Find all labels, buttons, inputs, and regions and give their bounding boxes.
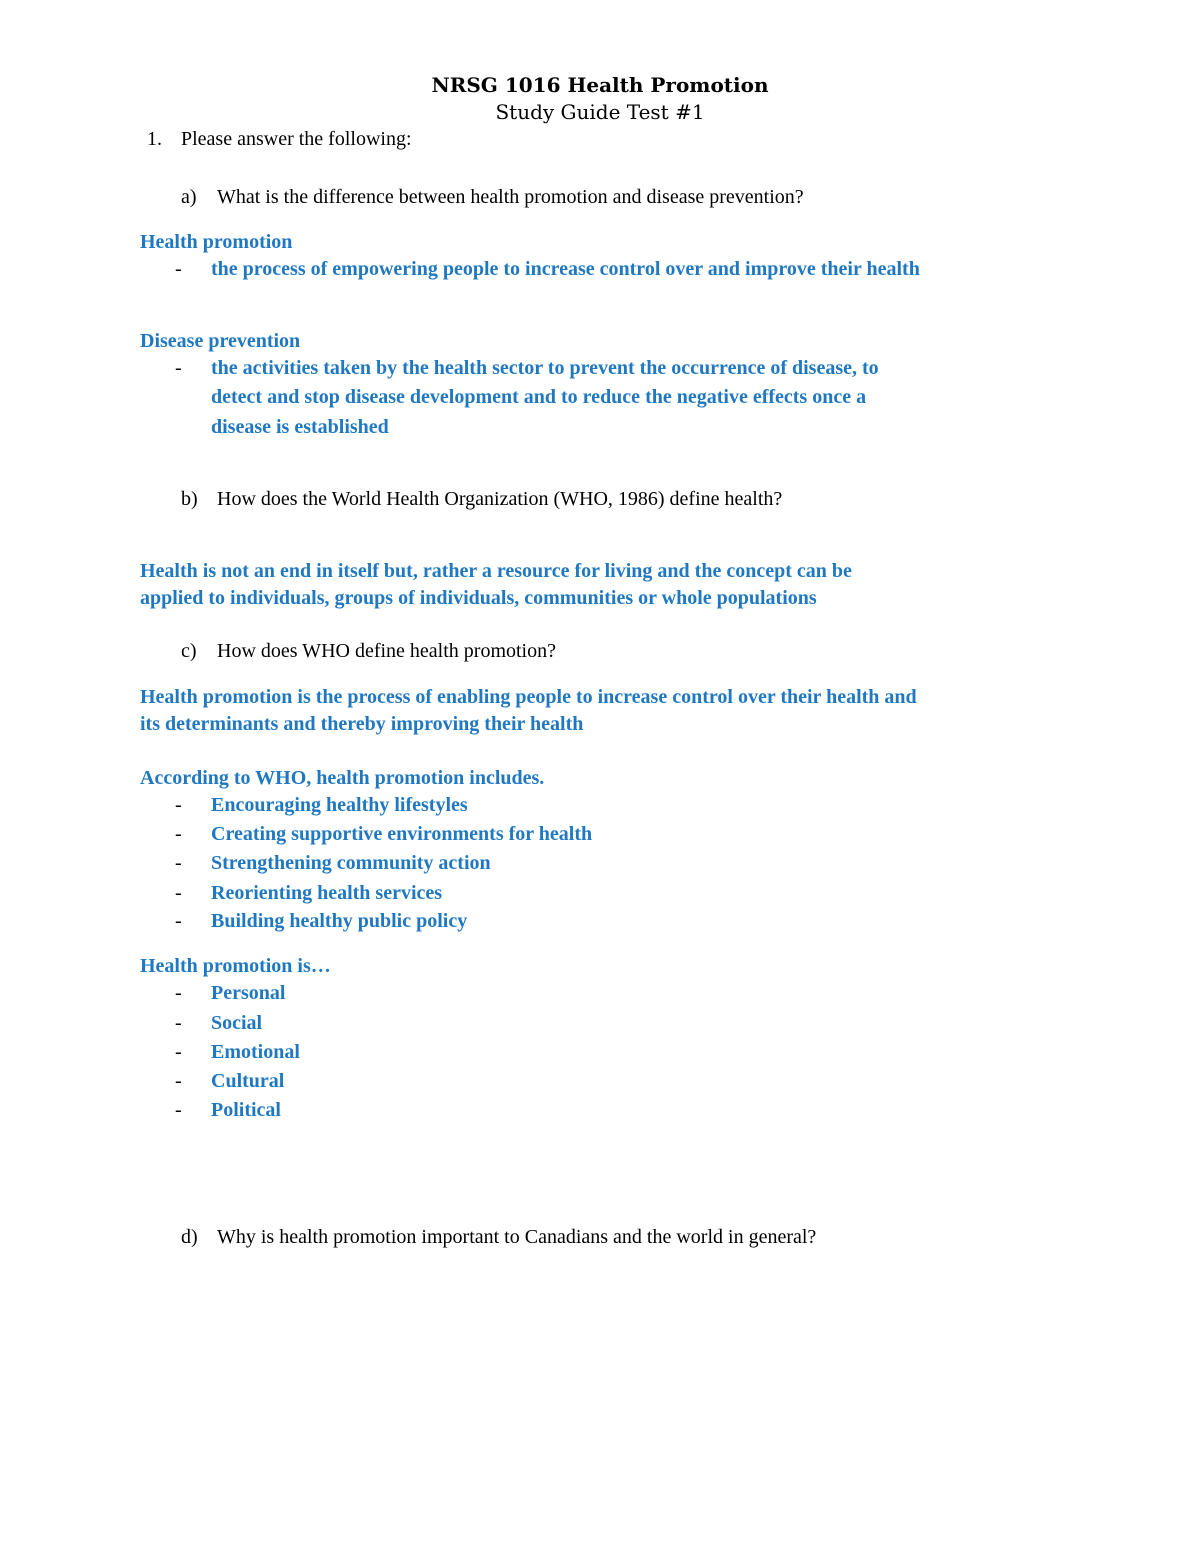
health-promotion-is-item: Personal — [211, 982, 286, 1004]
bullet-dash: - — [175, 794, 182, 816]
bullet-dash: - — [175, 1099, 182, 1121]
bullet-dash: - — [175, 1012, 182, 1034]
health-promotion-heading: Health promotion — [140, 231, 293, 253]
question-d-marker: d) — [181, 1226, 198, 1248]
includes-item: Reorienting health services — [211, 882, 443, 904]
disease-prevention-definition-line-1: the activities taken by the health sector to prevent the occurrence of disease, to — [211, 357, 879, 379]
bullet-dash: - — [175, 258, 182, 280]
bullet-dash: - — [175, 882, 182, 904]
question-c-marker: c) — [181, 640, 197, 662]
bullet-dash: - — [175, 1041, 182, 1063]
question-b-text: How does the World Health Organization (WHO, 1986) define health? — [217, 488, 783, 510]
question-d-text: Why is health promotion important to Canadians and the world in general? — [217, 1226, 817, 1248]
question-1-text: Please answer the following: — [181, 128, 412, 150]
bullet-dash: - — [175, 852, 182, 874]
question-1-number: 1. — [147, 128, 162, 150]
bullet-dash: - — [175, 357, 182, 379]
bullet-dash: - — [175, 982, 182, 1004]
who-health-promotion-definition-line-1: Health promotion is the process of enabling people to increase control over their health and — [140, 686, 917, 708]
document-subtitle: Study Guide Test #1 — [495, 100, 705, 124]
question-b-marker: b) — [181, 488, 198, 510]
health-promotion-is-heading: Health promotion is… — [140, 955, 331, 977]
bullet-dash: - — [175, 910, 182, 932]
includes-item: Creating supportive environments for health — [211, 823, 593, 845]
bullet-dash: - — [175, 823, 182, 845]
health-promotion-is-item: Cultural — [211, 1070, 285, 1092]
health-promotion-is-item: Social — [211, 1012, 263, 1034]
health-promotion-is-item: Emotional — [211, 1041, 300, 1063]
includes-item: Strengthening community action — [211, 852, 491, 874]
question-a-text: What is the difference between health promotion and disease prevention? — [217, 186, 804, 208]
question-c-text: How does WHO define health promotion? — [217, 640, 556, 662]
disease-prevention-definition-line-3: disease is established — [211, 416, 389, 438]
who-health-promotion-definition-line-2: its determinants and thereby improving their health — [140, 713, 584, 735]
health-promotion-definition: the process of empowering people to increase control over and improve their health — [211, 258, 920, 280]
includes-heading: According to WHO, health promotion includes. — [140, 767, 545, 789]
disease-prevention-heading: Disease prevention — [140, 330, 301, 352]
includes-item: Encouraging healthy lifestyles — [211, 794, 468, 816]
document-title: NRSG 1016 Health Promotion — [431, 73, 769, 97]
question-a-marker: a) — [181, 186, 197, 208]
who-health-definition-line-2: applied to individuals, groups of individuals, communities or whole populations — [140, 587, 817, 609]
who-health-definition-line-1: Health is not an end in itself but, rather a resource for living and the concept can be — [140, 560, 852, 582]
bullet-dash: - — [175, 1070, 182, 1092]
disease-prevention-definition-line-2: detect and stop disease development and to reduce the negative effects once a — [211, 386, 867, 408]
health-promotion-is-item: Political — [211, 1099, 281, 1121]
includes-item: Building healthy public policy — [211, 910, 468, 932]
